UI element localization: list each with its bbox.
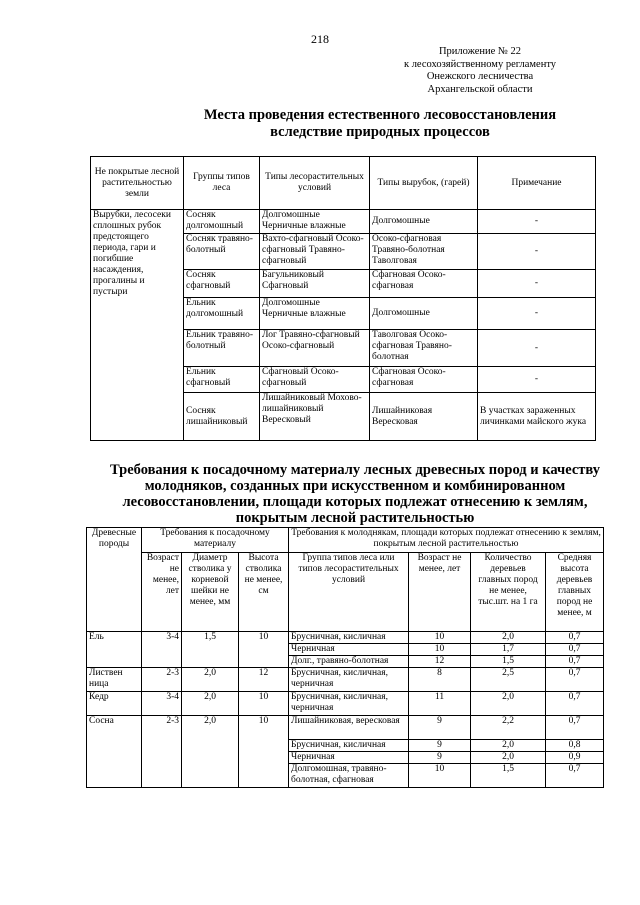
note-cell: - — [478, 234, 596, 270]
appendix-note — [380, 46, 580, 96]
table-row — [87, 692, 604, 716]
forest-group-cell: Черничная — [289, 644, 409, 656]
note-cell: - — [478, 367, 596, 393]
cut-type-cell: Лишайниковая Вересковая — [370, 393, 478, 441]
appendix-line: к лесохозяйственному регламенту — [403, 58, 557, 70]
natural-regeneration-table — [90, 156, 596, 441]
species-cell: Сосна — [87, 716, 142, 788]
avg-height-cell: 0,7 — [546, 656, 604, 668]
avg-height-cell: 0,7 — [546, 692, 604, 716]
conditions-cell: Багульниковый Сфагновый — [260, 270, 370, 298]
table-header-row — [87, 553, 604, 632]
forest-group-cell: Черничная — [289, 752, 409, 764]
note-cell: - — [478, 210, 596, 234]
cut-type-cell: Сфагновая Осоко-сфагновая — [370, 367, 478, 393]
tree-count-cell: 1,5 — [471, 764, 546, 788]
conditions-cell: Лог Травяно-сфагновый Осоко-сфагновый — [260, 330, 370, 367]
column-header: Средняя высота деревьев главных пород не менее, м — [546, 553, 604, 632]
stem-height-cell: 10 — [239, 692, 289, 716]
appendix-line: Онежского лесничества — [426, 71, 534, 82]
forest-group-cell: Ельник сфагновый — [184, 367, 260, 393]
tree-count-cell: 1,7 — [471, 644, 546, 656]
young-age-cell: 10 — [409, 764, 471, 788]
avg-height-cell: 0,9 — [546, 752, 604, 764]
column-header: Примечание — [478, 157, 596, 210]
forest-group-cell: Сосняк долгомошный — [184, 210, 260, 234]
avg-height-cell: 0,7 — [546, 764, 604, 788]
document-title: Места проведения естественного лесовосстановления вследствие природных процессов — [203, 107, 557, 140]
young-age-cell: 9 — [409, 740, 471, 752]
young-age-cell: 10 — [409, 644, 471, 656]
conditions-cell: Лишайниковый Мохово-лишайниковый Вересковый — [260, 393, 370, 441]
young-age-cell: 12 — [409, 656, 471, 668]
cut-type-cell: Долгомошные — [370, 298, 478, 330]
avg-height-cell: 0,7 — [546, 644, 604, 656]
column-header: Группа типов леса или типов лесорастительных условий — [289, 553, 409, 632]
column-header: Группы типов леса — [184, 157, 260, 210]
column-header: Типы вырубок, (гарей) — [370, 157, 478, 210]
tree-count-cell: 2,2 — [471, 716, 546, 740]
planting-requirements-table — [86, 527, 604, 788]
column-header: Возраст не менее, лет — [142, 553, 182, 632]
column-header: Высота стволика не менее, см — [239, 553, 289, 632]
stem-height-cell: 12 — [239, 668, 289, 692]
column-header: Типы лесорастительных условий — [260, 157, 370, 210]
avg-height-cell: 0,7 — [546, 632, 604, 644]
column-header: Диаметр стволика у корневой шейки не менее, мм — [182, 553, 239, 632]
table-row — [87, 632, 604, 644]
table-row — [87, 668, 604, 692]
cut-type-cell: Таволговая Осоко-сфагновая Травяно-болотная — [370, 330, 478, 367]
column-header: Требования к посадочному материалу — [142, 528, 289, 553]
column-header: Древесные породы — [87, 528, 142, 632]
stem-height-cell: 10 — [239, 632, 289, 668]
stem-diameter-cell: 2,0 — [182, 668, 239, 692]
note-cell: - — [478, 270, 596, 298]
avg-height-cell: 0,8 — [546, 740, 604, 752]
seedling-age-cell: 3-4 — [142, 632, 182, 668]
forest-group-cell: Брусничная, кисличная, черничная — [289, 668, 409, 692]
forest-group-cell: Лишайниковая, вересковая — [289, 716, 409, 740]
seedling-age-cell: 2-3 — [142, 716, 182, 788]
forest-group-cell: Брусничная, кисличная — [289, 740, 409, 752]
stem-diameter-cell: 2,0 — [182, 692, 239, 716]
forest-group-cell: Брусничная, кисличная — [289, 632, 409, 644]
page-number: 218 — [311, 32, 329, 46]
species-cell: Листвен ница — [87, 668, 142, 692]
avg-height-cell: 0,7 — [546, 668, 604, 692]
young-age-cell: 9 — [409, 752, 471, 764]
tree-count-cell: 2,0 — [471, 632, 546, 644]
table-row — [91, 210, 596, 234]
species-cell: Ель — [87, 632, 142, 668]
avg-height-cell: 0,7 — [546, 716, 604, 740]
tree-count-cell: 2,0 — [471, 752, 546, 764]
column-header: Не покрытые лесной растительностью земли — [91, 157, 184, 210]
note-cell: - — [478, 298, 596, 330]
note-cell: В участках зараженных личинками майского жука — [478, 393, 596, 441]
tree-count-cell: 1,5 — [471, 656, 546, 668]
cut-type-cell: Долгомошные — [370, 210, 478, 234]
cut-type-cell: Сфагновая Осоко-сфагновая — [370, 270, 478, 298]
stem-diameter-cell: 1,5 — [182, 632, 239, 668]
conditions-cell: Вахто-сфагновый Осоко-сфагновый Травяно-сфагновый — [260, 234, 370, 270]
table-row — [87, 716, 604, 740]
conditions-cell: Сфагновый Осоко-сфагновый — [260, 367, 370, 393]
forest-group-cell: Сосняк травяно-болотный — [184, 234, 260, 270]
appendix-line: Приложение № 22 — [438, 46, 522, 57]
young-age-cell: 11 — [409, 692, 471, 716]
tree-count-cell: 2,5 — [471, 668, 546, 692]
table-header-row — [91, 157, 596, 210]
stem-diameter-cell: 2,0 — [182, 716, 239, 788]
appendix-line: Архангельской области — [427, 83, 533, 95]
forest-group-cell: Долг., травяно-болотная — [289, 656, 409, 668]
column-header: Количество деревьев главных пород не менее, тыс.шт. на 1 га — [471, 553, 546, 632]
species-cell: Кедр — [87, 692, 142, 716]
section-title: Требования к посадочному материалу лесных древесных пород и качеству молодняков, созданных при искусственном и комбинированном лесовосстановлении, площади которых подлежат отнесению к землям, покрытым лесной растительностью — [110, 462, 600, 526]
column-header: Возраст не менее, лет — [409, 553, 471, 632]
table-header-row — [87, 528, 604, 553]
land-cell: Вырубки, лесосеки сплошных рубок предстоящего периода, гари и погибшие насаждения, прогалины и пустыри — [91, 210, 184, 441]
forest-group-cell: Ельник долгомошный — [184, 298, 260, 330]
forest-group-cell: Долгомошная, травяно-болотная, сфагновая — [289, 764, 409, 788]
tree-count-cell: 2,0 — [471, 740, 546, 752]
forest-group-cell: Сосняк лишайниковый — [184, 393, 260, 441]
conditions-cell: Долгомошные Черничные влажные — [260, 298, 370, 330]
seedling-age-cell: 3-4 — [142, 692, 182, 716]
tree-count-cell: 2,0 — [471, 692, 546, 716]
seedling-age-cell: 2-3 — [142, 668, 182, 692]
forest-group-cell: Ельник травяно-болотный — [184, 330, 260, 367]
young-age-cell: 10 — [409, 632, 471, 644]
cut-type-cell: Осоко-сфагновая Травяно-болотная Таволговая — [370, 234, 478, 270]
young-age-cell: 9 — [409, 716, 471, 740]
young-age-cell: 8 — [409, 668, 471, 692]
note-cell: - — [478, 330, 596, 367]
column-header: Требования к молоднякам, площади которых подлежат отнесению к землям, покрытым лесной растительностью — [289, 528, 604, 553]
forest-group-cell: Брусничная, кисличная, черничная — [289, 692, 409, 716]
conditions-cell: Долгомошные Черничные влажные — [260, 210, 370, 234]
forest-group-cell: Сосняк сфагновый — [184, 270, 260, 298]
stem-height-cell: 10 — [239, 716, 289, 788]
